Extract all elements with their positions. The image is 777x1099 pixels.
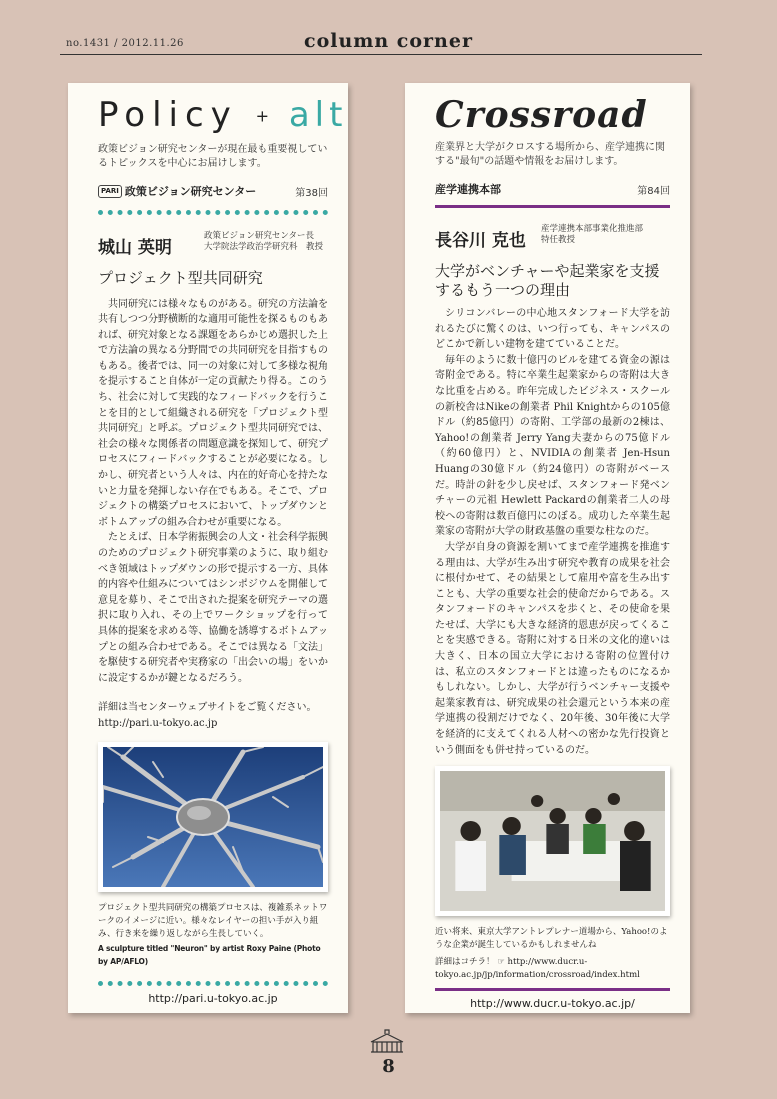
bottom-url[interactable]: http://www.ducr.u-tokyo.ac.jp/ [470,997,635,1011]
paragraph: 毎年のように数十億円のビルを建てる資金の源は寄附金である。特に卒業生起業家からの寄附は大きな比重を占める。昨年完成したビジネス・スクールの新校舎はNikeの創業者 Phil Knightからの105億ドル（約85億円）の寄附、工学部の最新の2棟は、Yahoo!の創業者 Jerry Yang夫妻からの75億ドル（約60億円）と、NVIDIAの創業者 Jen-Hsun Huangの30億ドル（約24億円）の寄附がベースだ。時計の針を少し戻せば、スタンフォード発ベンチャーの元祖 Hewlett Packardの創業者二人の母校への寄附は数百億円にのぼる。成功した卒業生起業家の寄附が大学の財政基盤の重要な柱なのだ。 [435,354,670,538]
purple-rule [435,988,670,991]
pointing-hand-icon: ☞ [497,957,505,968]
author-title: 産学連携本部事業化推進部 特任教授 [541,224,644,245]
bottom-url[interactable]: http://pari.u-tokyo.ac.jp [148,992,278,1006]
author-block [435,222,670,254]
department-name: 産学連携本部 [435,183,501,196]
page-header-title: column corner [304,30,473,52]
author-name: 城山 英明 [98,237,172,258]
paragraph: 大学が自身の資源を割いてまで産学連携を推進する理由は、大学が生み出す研究や教育の成果を社会に根付かせて、その結果として雇用や富を生み出すことも、大学の重要な社会的使命だからである。スタンフォードのキャンパスを歩くと、その使命を果たせば、大学にも大きな経済的恩恵が戻ってくることを実感できる。寄附に対する日米の文化的違いは大きく、日本の国立大学における寄附の位置付けは、私立のスタンフォードとは違ったものになるかもしれない。しかし、大学が行うベンチャー支援や起業家教育は、研究成果の社会還元という本来の産学連携の役割だけでなく、20年後、30年後に大学を経済的に支えてくれる人材への密かな先行投資という側面をも併せ持っているのだ。 [435,541,670,756]
dept-row [98,181,328,199]
author-name: 長谷川 克也 [435,231,526,251]
article-body [435,306,670,758]
article-headline: プロジェクト型共同研究 [98,268,263,287]
photo-caption [98,902,328,968]
alt-word: alt [288,95,348,135]
policy-alt-column [68,83,348,1013]
dept-row [435,179,670,197]
department-name [98,183,256,199]
detail-link[interactable]: http://www.ducr.u-tokyo.ac.jp/jp/information/crossroad/index.html [435,957,640,981]
sculpture-photo [98,742,328,892]
building-icon [367,1028,407,1056]
plus-sign: + [255,106,272,126]
policy-alt-title [98,95,348,137]
caption-text: プロジェクト型共同研究の構築プロセスは、複雑系ネットワークのイメージに近い。様々なレイヤーの担い手が入り組み、行き来を繰り返しながら生長していく。 [98,903,328,940]
policy-word: Policy [98,95,238,135]
detail-note [98,700,328,732]
column-intro: 産業界と大学がクロスする場所から、産学連携に関する"最旬"の話題や情報をお届けします。 [435,142,665,167]
author-title: 政策ビジョン研究センター長 大学院法学政治学研究科 教授 [204,230,324,252]
classroom-photo [435,766,670,916]
crossroad-column [405,83,690,1013]
sculpture-image [103,747,323,887]
classroom-image [440,771,665,911]
detail-prefix: 詳細はコチラ！ [435,957,495,968]
paragraph: シリコンバレーの中心地スタンフォード大学を訪れるたびに驚くのは、いつ行っても、キャンパスのどこかで新しい建物を建てていることだ。 [435,308,670,351]
paragraph: 共同研究には様々なものがある。研究の方法論を共有しつつ分野横断的な適用可能性を探るものもあれば、研究対象となる課題をあらかじめ選択した上で方法論の異なる分野間での共同研究を目指すものもある。後者では、同一の対象に対して多様な視角を提示すること自体が一定の貢献たり得る。このうち、社会に対して実践的なフィードバックを行うことを目的として組織される研究を「プロジェクト型共同研究」と呼ぶ。プロジェクト型共同研究では、社会の様々な関係者の問題意識を探知して、研究プロセスにフィードバックすることが必要になる。しかし、研究者という人々は、内在的好奇心を持たないと力量を発揮しない存在でもある。そこで、プロジェクトの構築プロセスにおいて、トップダウンとボトムアップの組み合わせが重要になる。 [98,298,328,528]
installment-number: 第84回 [637,186,670,197]
article-body [98,297,328,687]
purple-rule [435,205,670,208]
pari-logo: PARI [98,185,122,198]
photo-credit: A sculpture titled "Neuron" by artist Roxy Paine (Photo by AP/AFLO) [98,944,321,967]
author-block [98,229,328,261]
detail-note [435,956,670,982]
column-intro: 政策ビジョン研究センターが現在最も重要視しているトピックスを中心にお届けします。 [98,143,328,169]
paragraph: たとえば、日本学術振興会の人文・社会科学振興のためのプロジェクト研究事業のように、取り組むべき領域はトップダウンの形で提示する一方、具体的内容や仕組みについてはシンポジウムを開催して意見を募り、そこで出された提案を研究テーマの選択に取り入れ、その上でワークショップを行って具体的提案を求める等、協働を誘導するボトムアップとの組み合わせである。そこでは異なる「文法」を駆使する研究者や実務家の「出会いの場」をいかに設定するかが鍵となるだろう。 [98,532,328,684]
article-headline: 大学がベンチャーや起業家を支援するもう一つの理由 [435,262,660,299]
department-label: 政策ビジョン研究センター [124,184,257,198]
detail-link[interactable]: http://pari.u-tokyo.ac.jp [98,718,218,730]
installment-number: 第38回 [295,187,328,199]
crossroad-title: Crossroad [435,94,648,136]
dotted-rule [98,205,328,215]
dotted-rule [98,976,328,986]
detail-text: 詳細は当センターウェブサイトをご覧ください。 [98,702,317,714]
header-rule [60,54,702,55]
issue-info: no.1431 / 2012.11.26 [66,38,184,49]
photo-caption: 近い将来、東京大学アントレプレナー道場から、Yahoo!のような企業が誕生しているかもしれませんね [435,927,668,951]
page-number: 8 [382,1056,395,1077]
